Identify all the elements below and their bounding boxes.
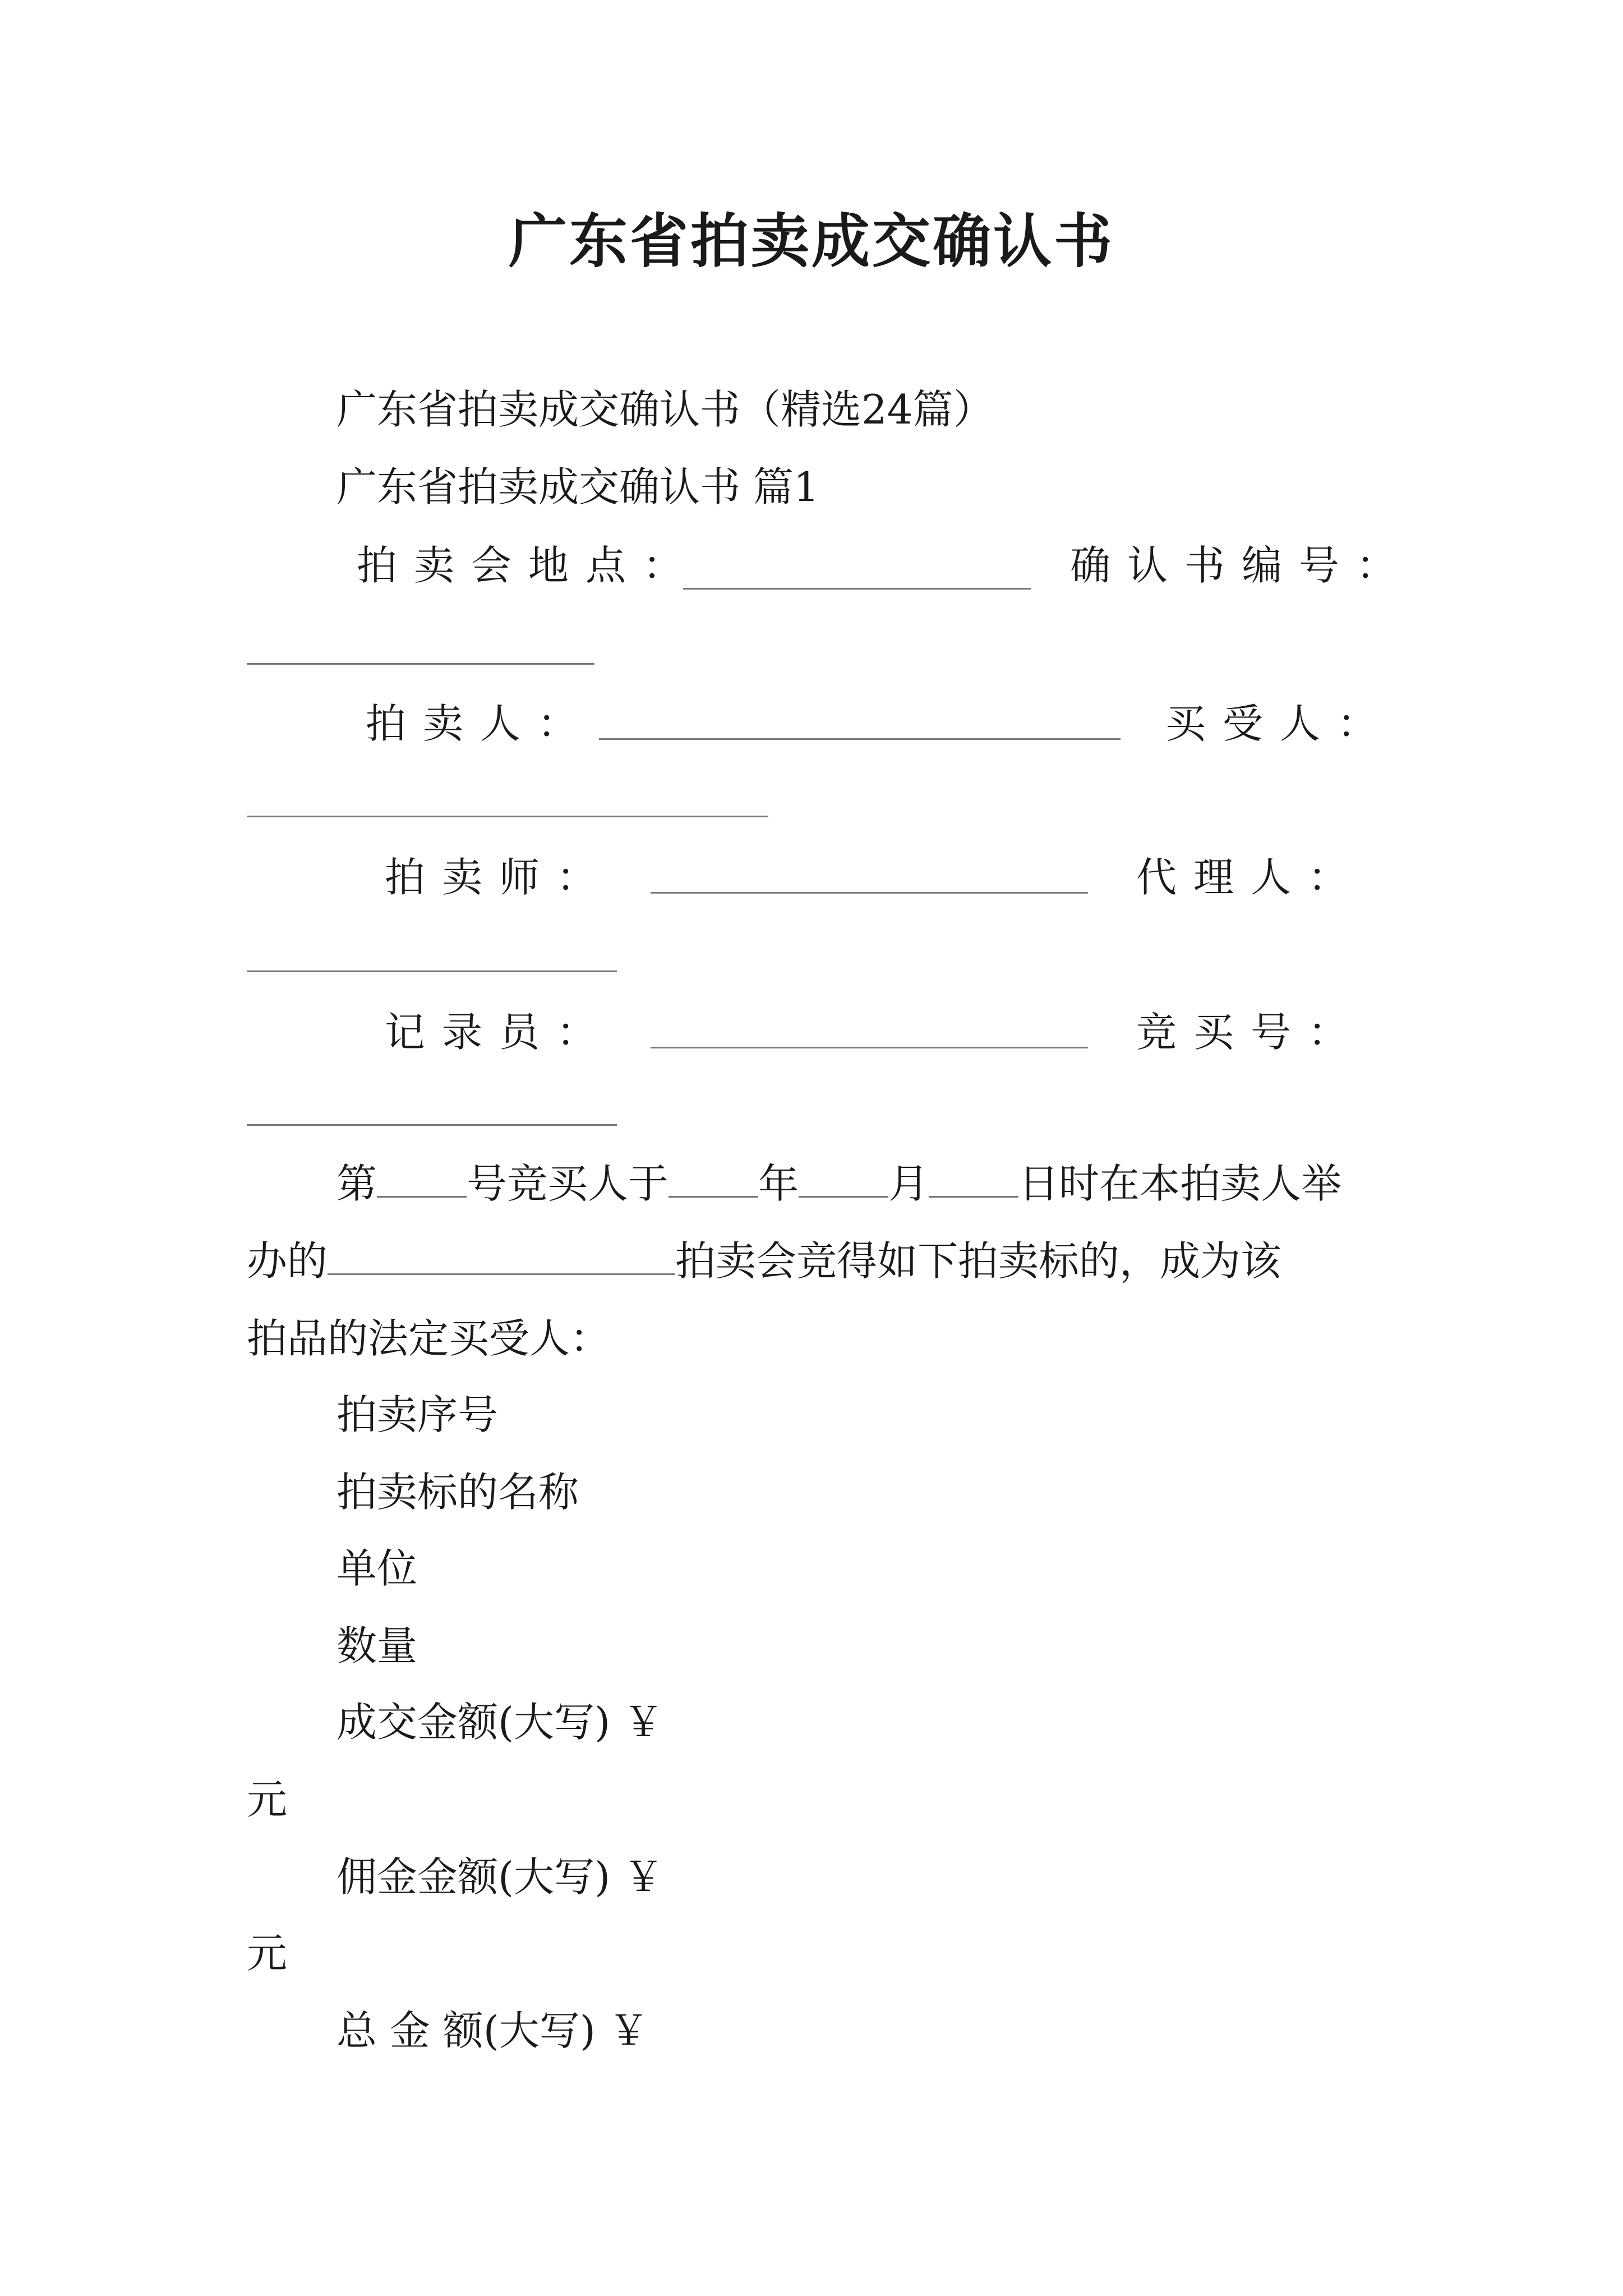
paragraph-text-5: 日时在本拍卖人举	[1018, 1160, 1342, 1207]
auction-name-blank	[328, 1236, 675, 1275]
auction-location-blank	[683, 588, 1031, 590]
confirmation-no-blank	[247, 663, 594, 665]
month-blank	[799, 1159, 888, 1198]
auctioneer-company-label: 拍卖人：	[366, 700, 595, 747]
bid-no-blank	[377, 1159, 467, 1198]
lot-name-label: 拍卖标的名称	[336, 1469, 579, 1516]
commission-amount-label: 佣金金额(大写) ￥	[336, 1853, 664, 1901]
day-blank	[929, 1159, 1018, 1198]
bid-number-blank	[247, 1124, 617, 1126]
deal-amount-yuan: 元	[247, 1776, 288, 1823]
paragraph-line-3: 拍品的法定买受人：	[247, 1315, 611, 1362]
buyer-label: 买受人：	[1165, 700, 1395, 747]
auctioneer-company-blank	[599, 738, 1121, 740]
document-title: 广东省拍卖成交确认书	[508, 206, 1114, 275]
paragraph-text-1: 第	[336, 1160, 377, 1207]
quantity-label: 数量	[336, 1622, 418, 1669]
total-amount-label: 总 金 额(大写) ￥	[336, 2007, 649, 2054]
paragraph-text-3: 年	[758, 1160, 799, 1207]
paragraph-line-2	[247, 1233, 1281, 1289]
agent-label: 代理人：	[1136, 854, 1366, 901]
unit-label: 单位	[336, 1545, 418, 1592]
auction-location-label: 拍卖会地点：	[357, 542, 700, 589]
lot-number-label: 拍卖序号	[336, 1391, 499, 1438]
paragraph-line-1	[336, 1156, 1341, 1212]
commission-amount-yuan: 元	[247, 1930, 288, 1977]
bid-number-label: 竞买号：	[1136, 1009, 1366, 1056]
paragraph-text-2: 号竞买人于	[467, 1160, 669, 1207]
document-subtitle: 广东省拍卖成交确认书（精选24篇）	[336, 386, 994, 433]
auctioneer-label: 拍卖师：	[385, 854, 614, 901]
paragraph-text-6: 办的	[247, 1237, 328, 1285]
recorder-blank	[651, 1047, 1088, 1048]
recorder-label: 记录员：	[385, 1009, 614, 1056]
section-heading: 广东省拍卖成交确认书 篇1	[336, 463, 819, 510]
year-blank	[668, 1159, 758, 1198]
agent-blank	[247, 970, 617, 972]
auctioneer-blank	[651, 892, 1088, 894]
paragraph-text-4: 月	[888, 1160, 929, 1207]
confirmation-no-label: 确认书编号：	[1070, 542, 1414, 589]
paragraph-text-7: 拍卖会竞得如下拍卖标的，成为该	[675, 1237, 1281, 1285]
deal-amount-label: 成交金额(大写) ￥	[336, 1699, 664, 1746]
buyer-blank	[247, 816, 768, 817]
